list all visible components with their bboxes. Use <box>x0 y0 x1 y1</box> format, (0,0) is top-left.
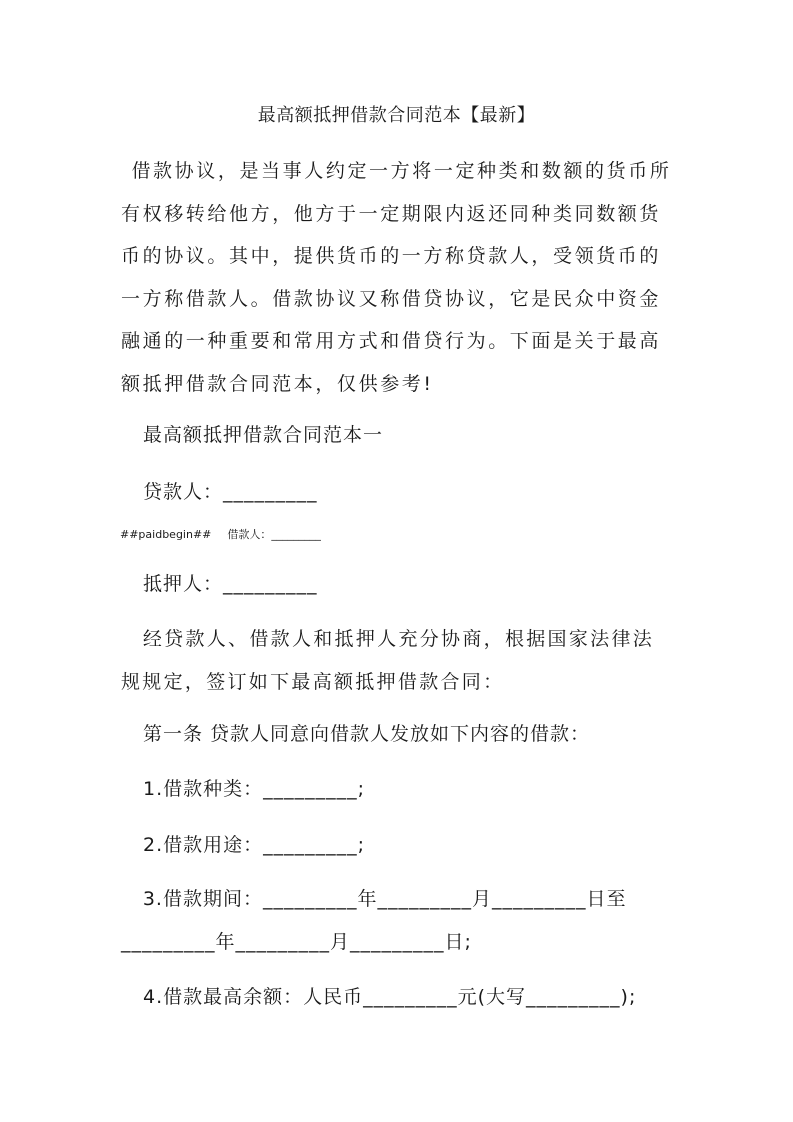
document-title: 最高额抵押借款合同范本【最新】 <box>257 105 536 126</box>
lender-line: 贷款人：_________ <box>143 481 318 503</box>
item-3-loan-period: 3.借款期间：_________年_________月_________日至_________年_________月_________日; <box>121 888 627 953</box>
section-heading: 最高额抵押借款合同范本一 <box>143 424 384 446</box>
article-one: 第一条 贷款人同意向借款人发放如下内容的借款： <box>143 723 591 745</box>
item-4-max-balance: 4.借款最高余额：人民币_________元(大写_________); <box>143 986 637 1008</box>
paid-marker: ##paidbegin## <box>120 528 212 541</box>
consult-paragraph: 经贷款人、借款人和抵押人充分协商，根据国家法律法规规定，签订如下最高额抵押借款合同： <box>121 628 655 693</box>
item-2-loan-purpose: 2.借款用途：_________; <box>143 834 366 856</box>
borrower-line: 借款人：_________ <box>227 528 321 541</box>
item-1-loan-type: 1.借款种类：_________; <box>143 778 366 800</box>
mortgagor-line: 抵押人：_________ <box>143 573 318 595</box>
paid-marker-line <box>120 527 321 543</box>
intro-paragraph: 借款协议，是当事人约定一方将一定种类和数额的货币所有权移转给他方，他方于一定期限内返还同种类同数额货币的协议。其中，提供货币的一方称贷款人，受领货币的一方称借款人。借款协议又称借贷协议，它是民众中资金融通的一种重要和常用方式和借贷行为。下面是关于最高额抵押借款合同范本，仅供参考! <box>121 160 672 395</box>
